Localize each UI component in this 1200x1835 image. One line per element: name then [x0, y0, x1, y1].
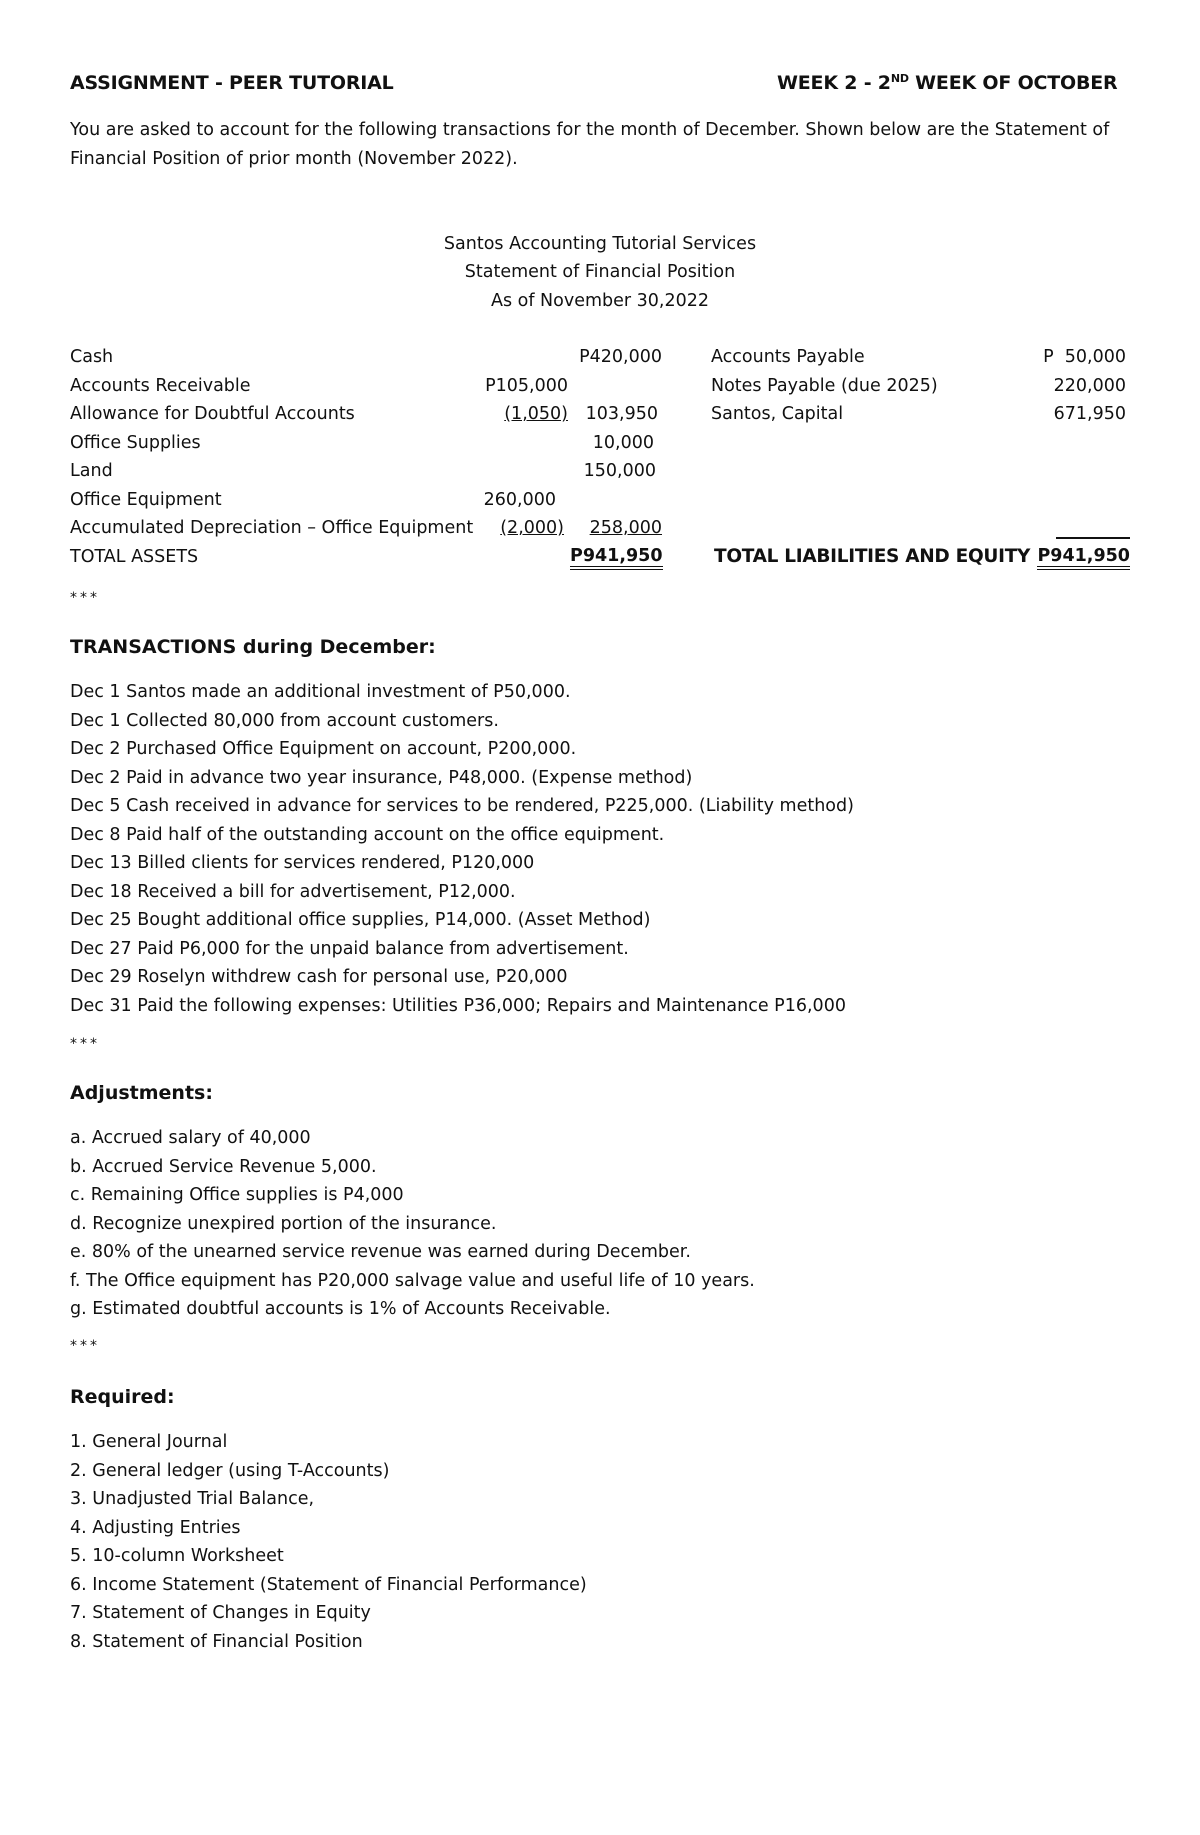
adjustments-list: [70, 1124, 755, 1324]
list-item: Dec 2 Purchased Office Equipment on account, P200,000.: [70, 739, 577, 759]
list-item: Dec 2 Paid in advance two year insurance, P48,000. (Expense method): [70, 767, 693, 788]
liability-label: Notes Payable (due 2025): [711, 376, 938, 396]
list-item: Dec 18 Received a bill for advertisement, P12,000.: [70, 881, 516, 902]
liability-value: P 50,000: [1043, 347, 1126, 367]
list-item: 2. General ledger (using T-Accounts): [70, 1460, 390, 1481]
list-item: f. The Office equipment has P20,000 salvage value and useful life of 10 years.: [70, 1270, 755, 1291]
liability-value: 671,950: [1053, 404, 1126, 424]
transactions-heading: TRANSACTIONS during December:: [70, 636, 436, 658]
liability-label: Accounts Payable: [711, 347, 865, 367]
asset-col1: P105,000: [485, 376, 568, 396]
list-item: 6. Income Statement (Statement of Financial Performance): [70, 1574, 587, 1595]
required-list: [70, 1428, 587, 1656]
list-item: Dec 1 Collected 80,000 from account customers.: [70, 710, 499, 731]
asset-col1: 260,000: [483, 490, 556, 510]
intro-paragraph: You are asked to account for the following transactions for the month of December. Shown below are the Statement of Financial Position of prior month (November 2022).: [70, 120, 1110, 169]
adjustments-heading: Adjustments:: [70, 1082, 213, 1104]
total-le-label: TOTAL LIABILITIES AND EQUITY: [714, 546, 1031, 567]
list-item: 3. Unadjusted Trial Balance,: [70, 1489, 315, 1509]
list-item: Dec 29 Roselyn withdrew cash for personal use, P20,000: [70, 967, 568, 987]
asset-col2: P420,000: [579, 347, 662, 367]
list-item: Dec 25 Bought additional office supplies, P14,000. (Asset Method): [70, 910, 651, 930]
asset-col2: 103,950: [585, 404, 658, 424]
total-assets-label: TOTAL ASSETS: [70, 547, 199, 567]
asset-label: Office Supplies: [70, 433, 201, 453]
asset-label: Allowance for Doubtful Accounts: [70, 404, 355, 424]
list-item: c. Remaining Office supplies is P4,000: [70, 1185, 404, 1205]
required-heading: Required:: [70, 1386, 175, 1408]
separator: ***: [70, 1338, 100, 1354]
asset-col1: (1,050): [504, 404, 568, 424]
statement-date: As of November 30,2022: [490, 291, 710, 311]
list-item: d. Recognize unexpired portion of the insurance.: [70, 1213, 497, 1234]
liability-label: Santos, Capital: [711, 404, 844, 424]
separator: ***: [70, 1036, 100, 1052]
asset-col2: 258,000: [589, 518, 662, 538]
total-le-value: P941,950: [1000, 546, 1130, 566]
list-item: Dec 31 Paid the following expenses: Utilities P36,000; Repairs and Maintenance P16,000: [70, 995, 846, 1016]
list-item: 4. Adjusting Entries: [70, 1517, 241, 1538]
transactions-list: [70, 678, 854, 1020]
liability-value: 220,000: [1053, 376, 1126, 396]
asset-col1: (2,000): [500, 518, 564, 538]
asset-label: Accumulated Depreciation – Office Equipment: [70, 518, 474, 538]
asset-label: Office Equipment: [70, 490, 222, 510]
total-rule: [1056, 537, 1130, 539]
list-item: 5. 10-column Worksheet: [70, 1546, 284, 1566]
total-assets-value: P941,950: [570, 546, 662, 566]
list-item: Dec 27 Paid P6,000 for the unpaid balance from advertisement.: [70, 938, 629, 959]
list-item: g. Estimated doubtful accounts is 1% of Accounts Receivable.: [70, 1299, 611, 1319]
separator: ***: [70, 590, 100, 606]
asset-label: Accounts Receivable: [70, 376, 251, 396]
list-item: e. 80% of the unearned service revenue was earned during December.: [70, 1242, 691, 1262]
list-item: Dec 13 Billed clients for services rendered, P120,000: [70, 853, 535, 873]
week-label: WEEK 2 - 2ND WEEK OF OCTOBER: [777, 72, 1118, 94]
list-item: 7. Statement of Changes in Equity: [70, 1603, 371, 1623]
asset-label: Land: [70, 461, 113, 481]
list-item: b. Accrued Service Revenue 5,000.: [70, 1156, 377, 1177]
list-item: Dec 8 Paid half of the outstanding account on the office equipment.: [70, 824, 665, 845]
list-item: 1. General Journal: [70, 1432, 228, 1452]
statement-title: Statement of Financial Position: [464, 262, 736, 282]
list-item: 8. Statement of Financial Position: [70, 1631, 363, 1652]
assignment-title: ASSIGNMENT - PEER TUTORIAL: [70, 72, 394, 94]
asset-col2: 150,000: [583, 461, 656, 481]
list-item: Dec 1 Santos made an additional investment of P50,000.: [70, 682, 571, 702]
asset-label: Cash: [70, 347, 114, 367]
company-name: Santos Accounting Tutorial Services: [443, 234, 757, 254]
list-item: a. Accrued salary of 40,000: [70, 1128, 311, 1148]
asset-col2: 10,000: [592, 433, 654, 453]
list-item: Dec 5 Cash received in advance for services to be rendered, P225,000. (Liability method): [70, 796, 854, 816]
